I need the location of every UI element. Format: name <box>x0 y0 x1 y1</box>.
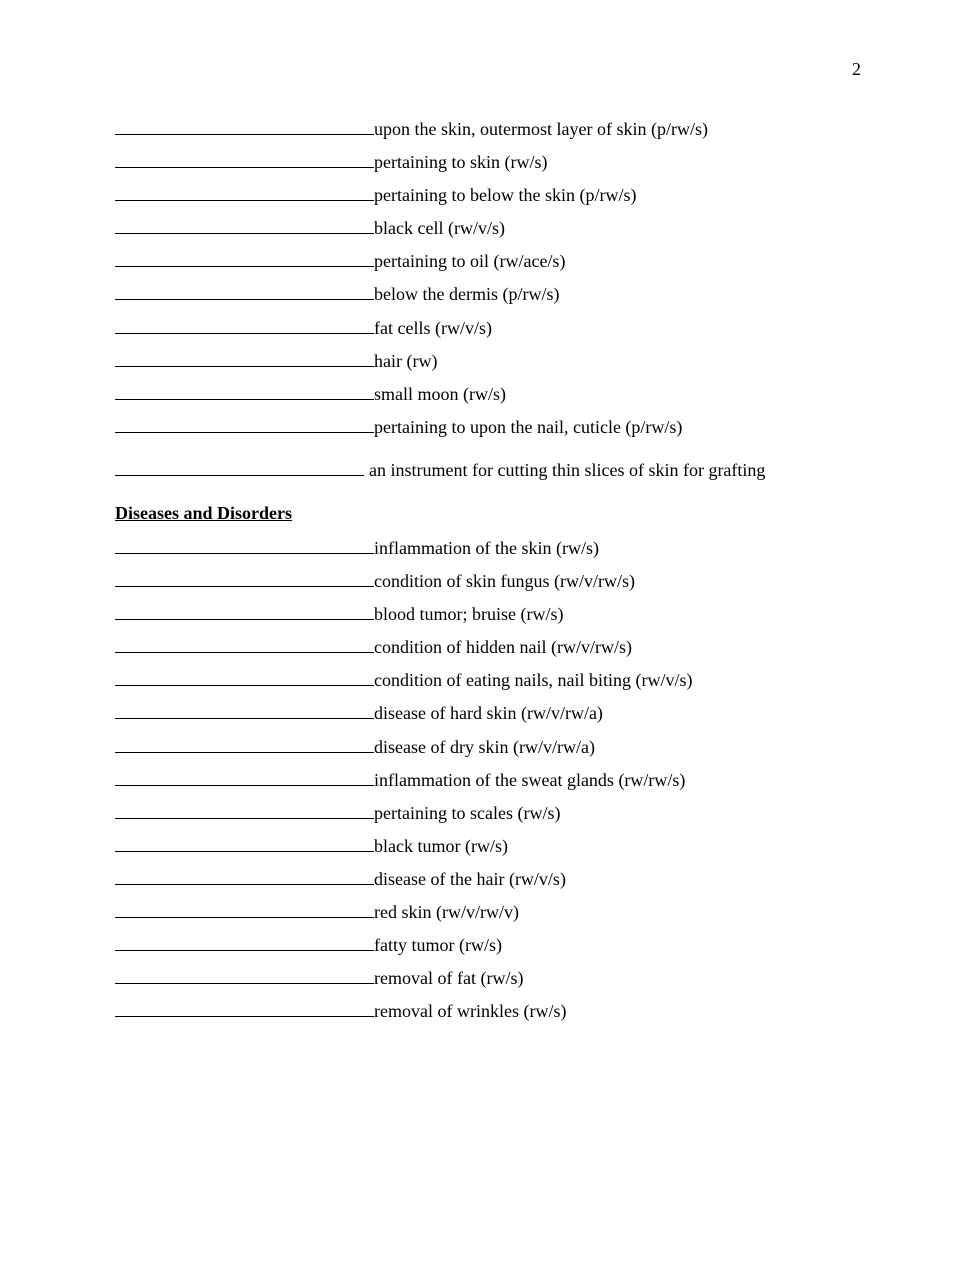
answer-blank[interactable] <box>115 733 374 753</box>
item-definition: disease of dry skin (rw/v/rw/a) <box>374 736 595 757</box>
answer-blank[interactable] <box>115 314 374 334</box>
answer-blank[interactable] <box>115 997 374 1017</box>
list-item <box>115 766 692 799</box>
item-definition: fat cells (rw/v/s) <box>374 317 492 338</box>
answer-blank[interactable] <box>115 865 374 885</box>
answer-blank[interactable] <box>115 247 374 267</box>
list-item <box>115 600 692 633</box>
item-definition: an instrument for cutting thin slices of skin for grafting <box>369 459 766 480</box>
list-item <box>115 931 692 964</box>
answer-blank[interactable] <box>115 380 374 400</box>
section-heading: Diseases and Disorders <box>115 503 293 523</box>
list-item <box>115 115 765 148</box>
answer-blank[interactable] <box>115 699 374 719</box>
list-item <box>115 699 692 732</box>
item-definition: hair (rw) <box>374 350 438 371</box>
item-definition: disease of the hair (rw/v/s) <box>374 868 566 889</box>
answer-blank[interactable] <box>115 931 374 951</box>
answer-blank[interactable] <box>115 567 374 587</box>
item-definition: disease of hard skin (rw/v/rw/a) <box>374 703 603 724</box>
list-item <box>115 865 692 898</box>
list-item <box>115 314 765 347</box>
item-definition: condition of eating nails, nail biting (rw/v/s) <box>374 670 693 691</box>
answer-blank[interactable] <box>115 148 374 168</box>
list-item <box>115 898 692 931</box>
diseases-section <box>115 501 692 1030</box>
item-definition: blood tumor; bruise (rw/s) <box>374 604 564 625</box>
term-list-top <box>115 115 765 489</box>
item-definition: below the dermis (p/rw/s) <box>374 284 560 305</box>
list-item <box>115 214 765 247</box>
list-item <box>115 997 692 1030</box>
item-definition: red skin (rw/v/rw/v) <box>374 902 519 923</box>
item-definition: upon the skin, outermost layer of skin (p/rw/s) <box>374 119 708 139</box>
list-item <box>115 832 692 865</box>
item-definition: removal of fat (rw/s) <box>374 968 524 989</box>
item-definition: pertaining to below the skin (p/rw/s) <box>374 185 637 206</box>
item-definition: inflammation of the skin (rw/s) <box>374 538 599 558</box>
answer-blank[interactable] <box>115 964 374 984</box>
list-item <box>115 666 692 699</box>
list-item <box>115 633 692 666</box>
list-item <box>115 148 765 181</box>
item-definition: inflammation of the sweat glands (rw/rw/s) <box>374 769 686 790</box>
item-definition: small moon (rw/s) <box>374 383 506 404</box>
answer-blank[interactable] <box>115 832 374 852</box>
item-definition: fatty tumor (rw/s) <box>374 935 502 956</box>
list-item <box>115 181 765 214</box>
answer-blank[interactable] <box>115 799 374 819</box>
answer-blank[interactable] <box>115 898 374 918</box>
list-item <box>115 567 692 600</box>
list-item <box>115 733 692 766</box>
item-definition: condition of hidden nail (rw/v/rw/s) <box>374 637 632 658</box>
item-definition: black tumor (rw/s) <box>374 835 508 856</box>
list-item <box>115 280 765 313</box>
answer-blank[interactable] <box>115 534 374 554</box>
answer-blank[interactable] <box>115 115 374 135</box>
page-number: 2 <box>852 59 861 79</box>
answer-blank[interactable] <box>115 600 374 620</box>
list-item <box>115 347 765 380</box>
list-item <box>115 799 692 832</box>
answer-blank[interactable] <box>115 347 374 367</box>
list-item <box>115 413 765 446</box>
list-item <box>115 964 692 997</box>
answer-blank[interactable] <box>115 766 374 786</box>
answer-blank[interactable] <box>115 666 374 686</box>
list-item <box>115 380 765 413</box>
answer-blank[interactable] <box>115 214 374 234</box>
list-item <box>115 534 692 567</box>
item-definition: pertaining to upon the nail, cuticle (p/rw/s) <box>374 416 683 437</box>
item-definition: black cell (rw/v/s) <box>374 218 505 239</box>
item-definition: pertaining to skin (rw/s) <box>374 152 548 173</box>
item-definition: removal of wrinkles (rw/s) <box>374 1001 567 1022</box>
item-definition: pertaining to scales (rw/s) <box>374 802 561 823</box>
answer-blank[interactable] <box>115 633 374 653</box>
answer-blank[interactable] <box>115 456 364 476</box>
item-definition: pertaining to oil (rw/ace/s) <box>374 251 566 272</box>
list-item <box>115 456 765 489</box>
list-item <box>115 247 765 280</box>
item-definition: condition of skin fungus (rw/v/rw/s) <box>374 571 635 592</box>
answer-blank[interactable] <box>115 181 374 201</box>
answer-blank[interactable] <box>115 280 374 300</box>
answer-blank[interactable] <box>115 413 374 433</box>
